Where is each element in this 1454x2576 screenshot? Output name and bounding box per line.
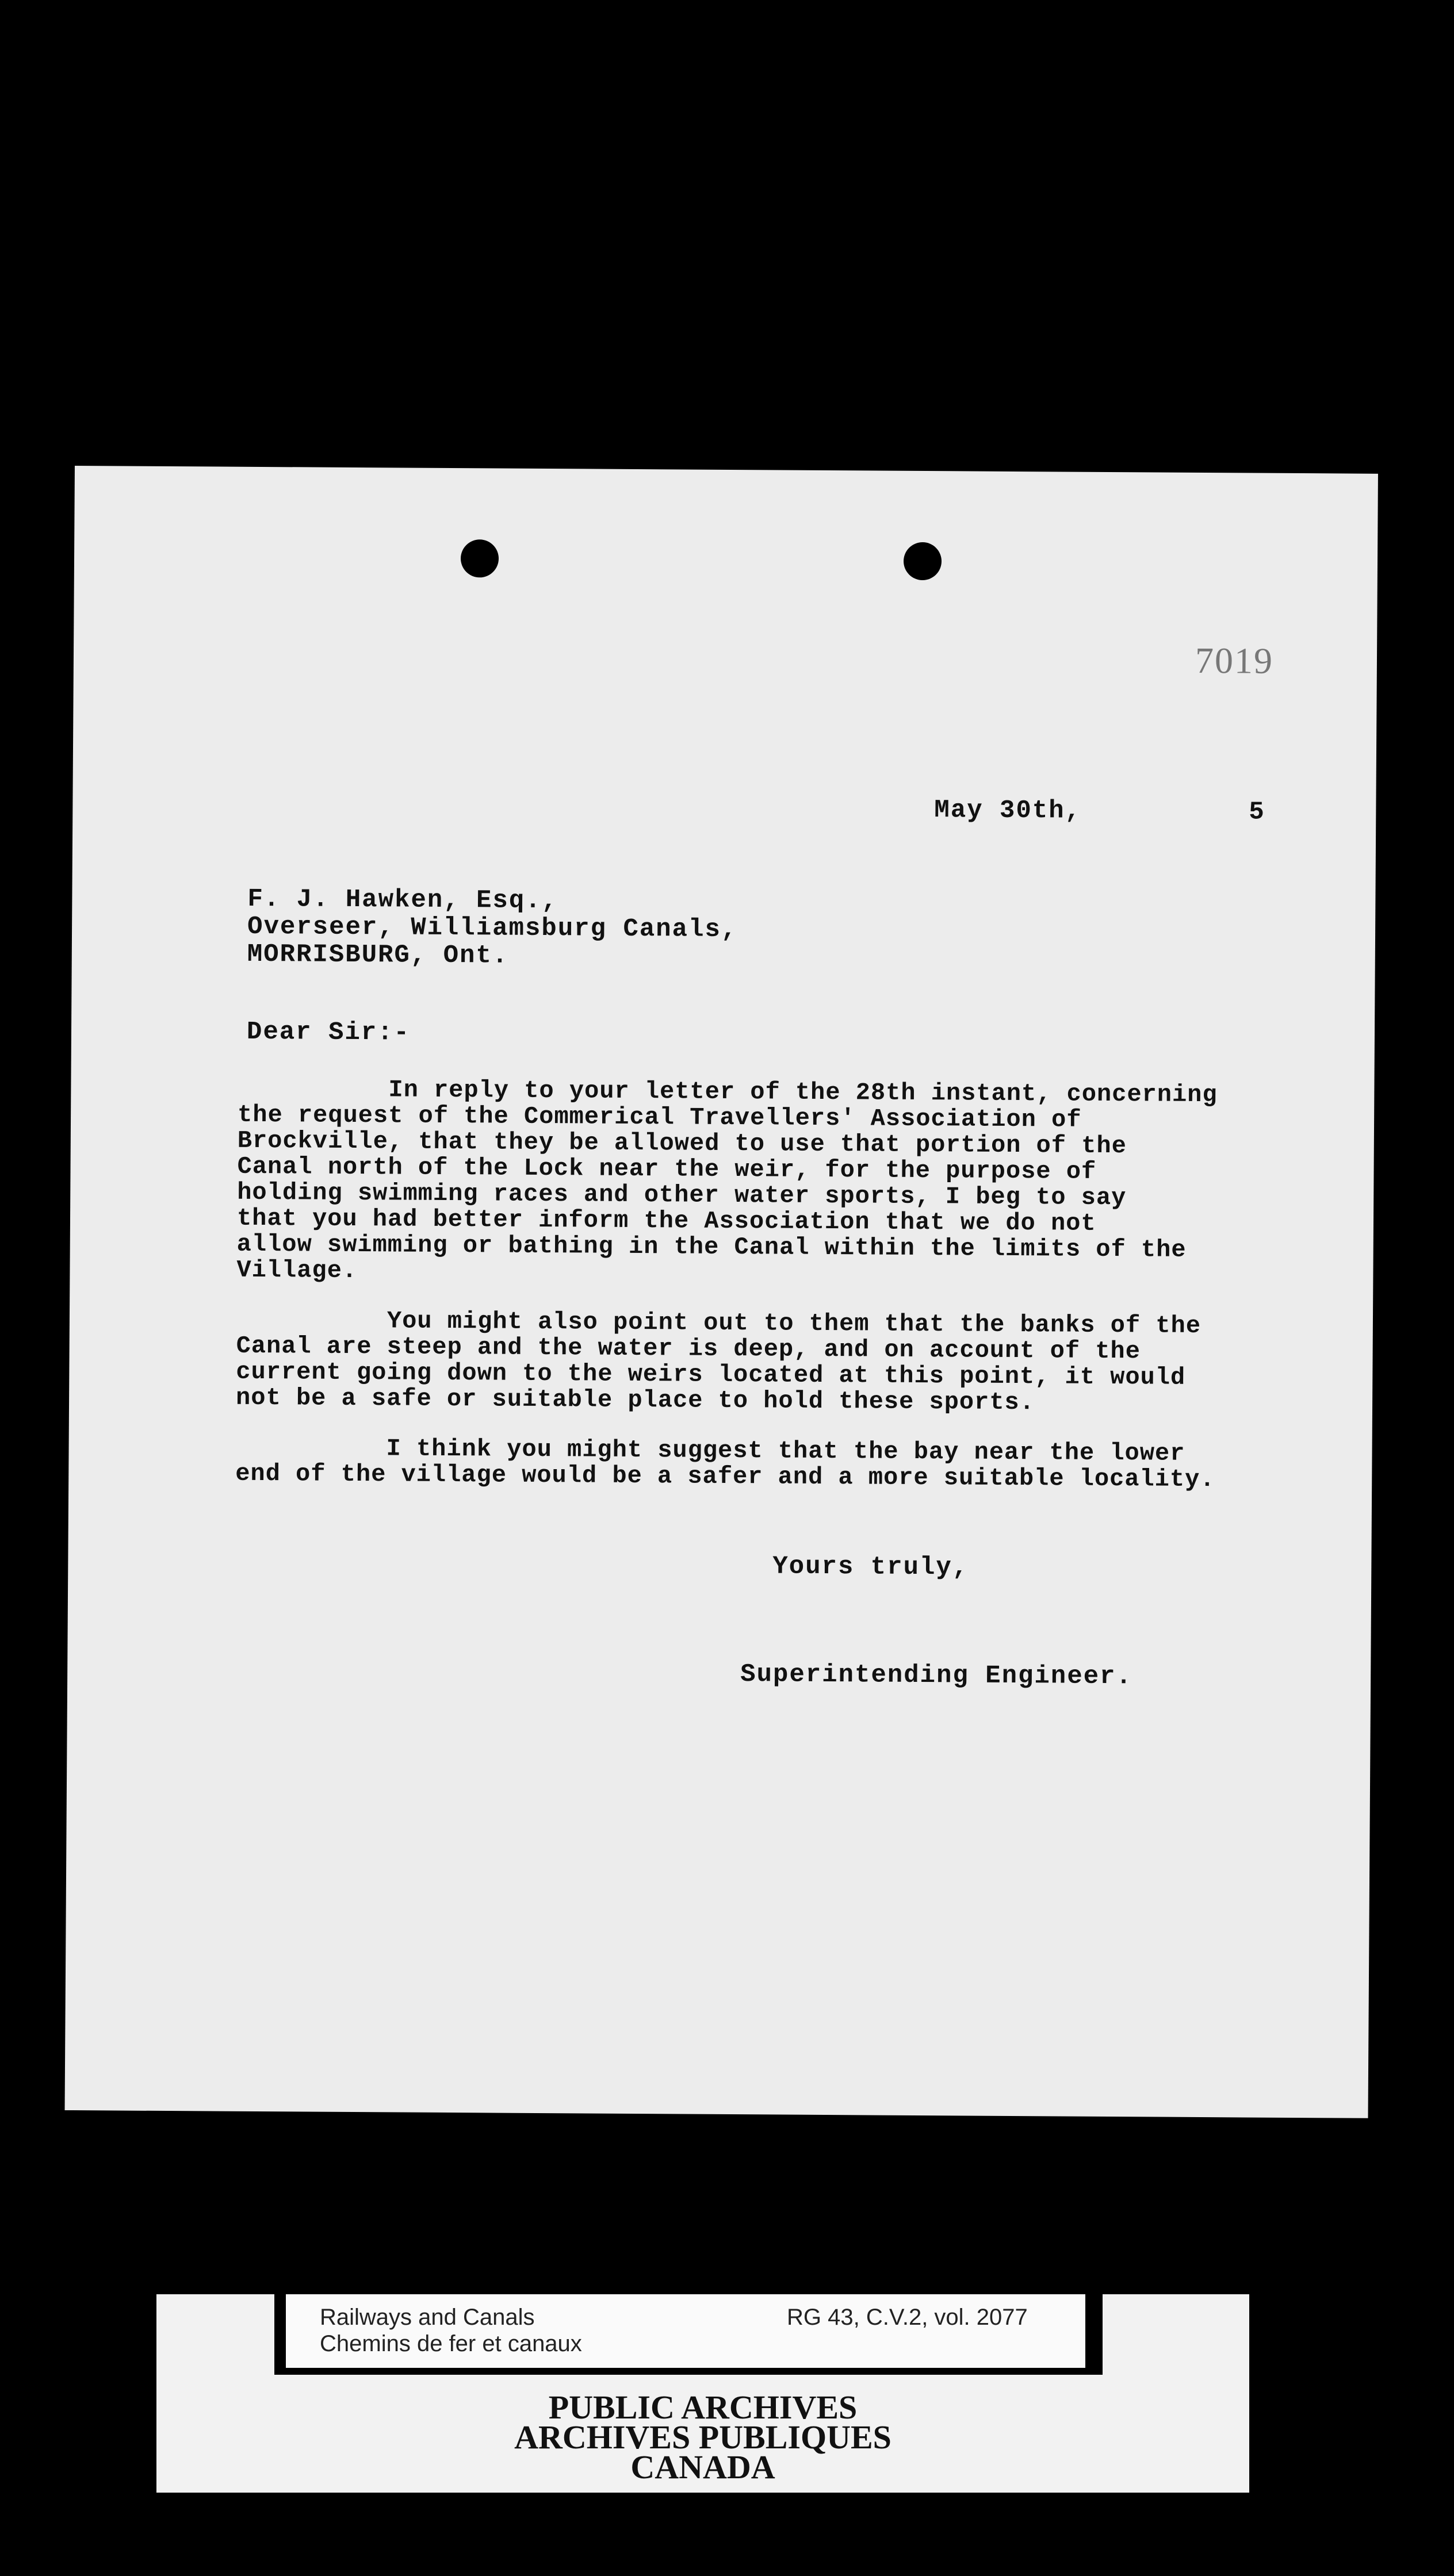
archive-stamp <box>156 2294 1249 2493</box>
archive-name-en: PUBLIC ARCHIVES <box>548 2389 858 2426</box>
signature-title: Superintending Engineer. <box>740 1660 1133 1692</box>
closing: Yours truly, <box>772 1552 969 1582</box>
fonds-name-fr: Chemins de fer et canaux <box>320 2331 582 2356</box>
body-paragraph: You might also point out to them that the banks of the Canal are steep and the water is deep, and on account of the current going down to the weirs located at this point, it would not be a safe or suitable place to hold these sports. <box>235 1306 1202 1417</box>
archive-name-fr: ARCHIVES PUBLIQUES <box>514 2418 891 2456</box>
body-paragraph: In reply to your letter of the 28th instant, concerning the request of the Commerical Travellers' Association of Brockville, that they be allowed to use that portion of the Canal north of the Lock near the weir, for the purpose of holding swimming races and other water sports, I beg to say that you had better inform the Association that we do not allow swimming or bathing in the Canal within the limits of the Village. <box>236 1075 1218 1285</box>
archive-reference: RG 43, C.V.2, vol. 2077 <box>787 2305 1028 2330</box>
page-number: 5 <box>1249 798 1265 827</box>
recipient-address: F. J. Hawken, Esq., Overseer, Williamsburg Canals, MORRISBURG, Ont. <box>247 884 738 971</box>
punch-hole-right <box>904 542 942 580</box>
fonds-name-en: Railways and Canals <box>320 2305 535 2330</box>
file-number: 7019 <box>1195 639 1274 681</box>
letter-date: May 30th, <box>934 796 1082 826</box>
letter-page <box>65 466 1378 2118</box>
salutation: Dear Sir:- <box>246 1017 411 1048</box>
archive-country: CANADA <box>630 2448 775 2486</box>
punch-hole-left <box>461 539 499 577</box>
letter-body <box>235 1076 1325 1518</box>
body-paragraph: I think you might suggest that the bay near the lower end of the village would be a safer and a more suitable locality. <box>235 1433 1215 1494</box>
